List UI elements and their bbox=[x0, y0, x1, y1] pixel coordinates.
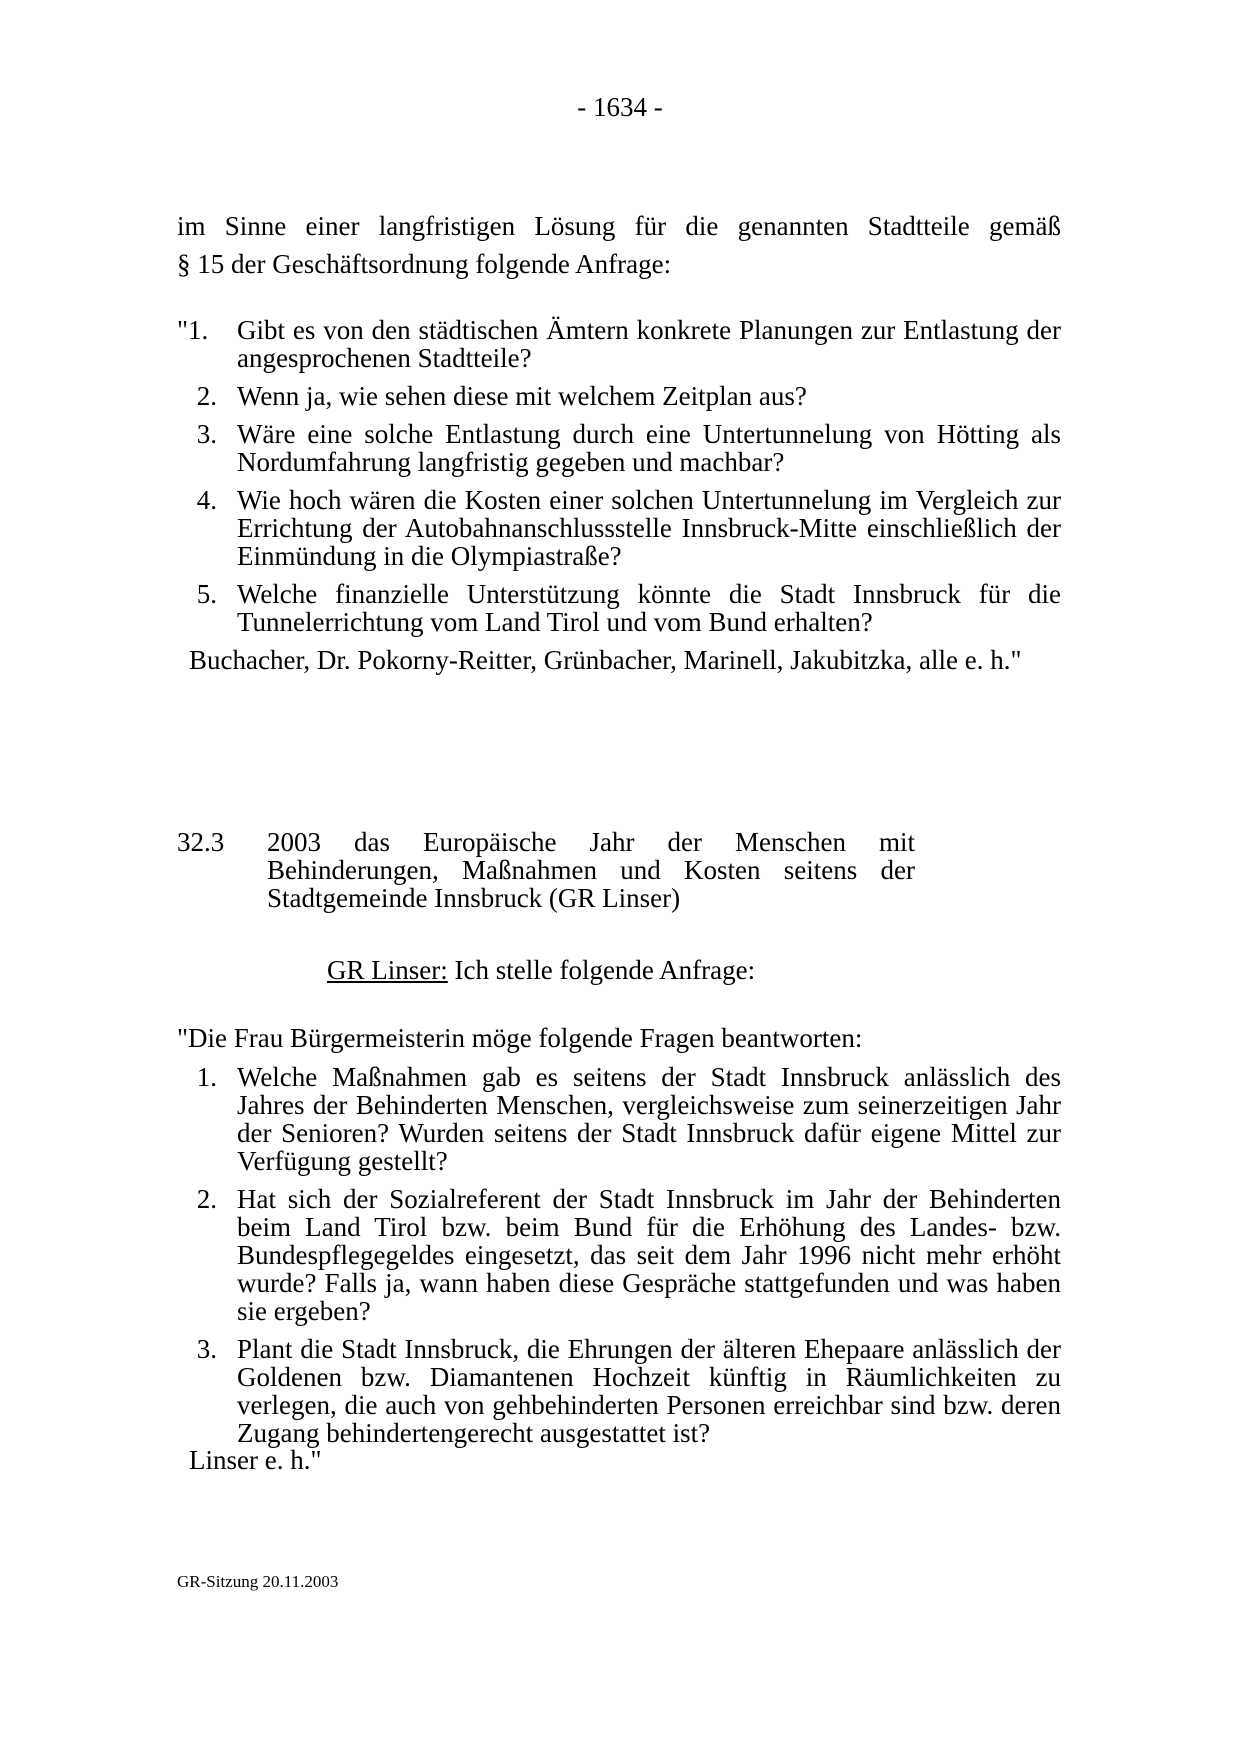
list-item-number: 3. bbox=[196, 419, 217, 449]
list-item-number: "1. bbox=[177, 315, 209, 345]
list-item-text: Welche Maßnahmen gab es seitens der Stadt Innsbruck anlässlich des Jahres der Behinderten Menschen, vergleichsweise zum seinerzeitigen Jahr der Senioren? Wurden seitens der Stadt Innsbruck dafür eigene Mittel zur Verfügung gestellt? bbox=[237, 1062, 1061, 1176]
list-item-text: Wenn ja, wie sehen diese mit welchem Zeitplan aus? bbox=[237, 381, 807, 411]
list-item bbox=[177, 1063, 1061, 1175]
speaker-name: GR Linser: bbox=[327, 955, 448, 985]
list-item bbox=[177, 420, 1061, 476]
list-item-text: Wäre eine solche Entlastung durch eine Untertunnelung von Hötting als Nordumfahrung langfristig gegeben und machbar? bbox=[237, 419, 1061, 477]
question-list-1 bbox=[177, 316, 1061, 646]
list-item-number: 1. bbox=[196, 1062, 217, 1092]
question-list-2 bbox=[177, 1063, 1061, 1457]
speaker-text: Ich stelle folgende Anfrage: bbox=[447, 955, 756, 985]
list-item bbox=[177, 486, 1061, 570]
section-number: 32.3 bbox=[177, 827, 225, 857]
page-number: - 1634 - bbox=[577, 92, 663, 122]
list-item bbox=[177, 316, 1061, 372]
list-item bbox=[177, 580, 1061, 636]
list-item-number: 2. bbox=[196, 1184, 217, 1214]
list-item-number: 5. bbox=[196, 579, 217, 609]
list-item-text: Welche finanzielle Unterstützung könnte die Stadt Innsbruck für die Tunnelerrichtung vom Land Tirol und vom Bund erhalten? bbox=[237, 579, 1061, 637]
list-item bbox=[177, 1185, 1061, 1325]
intro-line-1: im Sinne einer langfristigen Lösung für die genannten Stadtteile gemäß bbox=[177, 211, 1061, 241]
list-item-text: Plant die Stadt Innsbruck, die Ehrungen der älteren Ehepaare anlässlich der Goldenen bzw. Diamantenen Hochzeit künftig in Räumlichkeiten zu verlegen, die auch von gehbehinderten Personen erreichbar sind bzw. deren Zugang behindertengerecht ausgestattet ist? bbox=[237, 1334, 1061, 1448]
signature-2: Linser e. h." bbox=[189, 1445, 322, 1475]
section-title: 2003 das Europäische Jahr der Menschen mit Behinderungen, Maßnahmen und Kosten seitens der Stadtgemeinde Innsbruck (GR Linser) bbox=[267, 827, 915, 913]
list-item-number: 2. bbox=[196, 381, 217, 411]
list-item bbox=[177, 382, 1061, 410]
list-item-text: Gibt es von den städtischen Ämtern konkrete Planungen zur Entlastung der angesprochenen Stadtteile? bbox=[237, 315, 1061, 373]
intro-line-2: § 15 der Geschäftsordnung folgende Anfrage: bbox=[177, 249, 672, 279]
list-item-text: Hat sich der Sozialreferent der Stadt Innsbruck im Jahr der Behinderten beim Land Tirol bzw. beim Bund für die Erhöhung des Landes- bzw. Bundespflegegeldes eingesetzt, das seit dem Jahr 1996 nicht mehr erhöht wurde? Falls ja, wann haben diese Gespräche stattgefunden und was haben sie ergeben? bbox=[237, 1184, 1061, 1326]
list-item-text: Wie hoch wären die Kosten einer solchen Untertunnelung im Vergleich zur Errichtung der Autobahnanschlussstelle Innsbruck-Mitte einschließlich der Einmündung in die Olympiastraße? bbox=[237, 485, 1061, 571]
list-item-number: 3. bbox=[196, 1334, 217, 1364]
list-item-number: 4. bbox=[196, 485, 217, 515]
signature-1: Buchacher, Dr. Pokorny-Reitter, Grünbacher, Marinell, Jakubitzka, alle e. h." bbox=[189, 645, 1022, 675]
intro-paragraph bbox=[177, 207, 1061, 283]
intro-line-2-section: "Die Frau Bürgermeisterin möge folgende Fragen beantworten: bbox=[177, 1023, 863, 1053]
list-item bbox=[177, 1335, 1061, 1447]
footer: GR-Sitzung 20.11.2003 bbox=[177, 1572, 339, 1591]
speaker-line bbox=[327, 955, 755, 985]
